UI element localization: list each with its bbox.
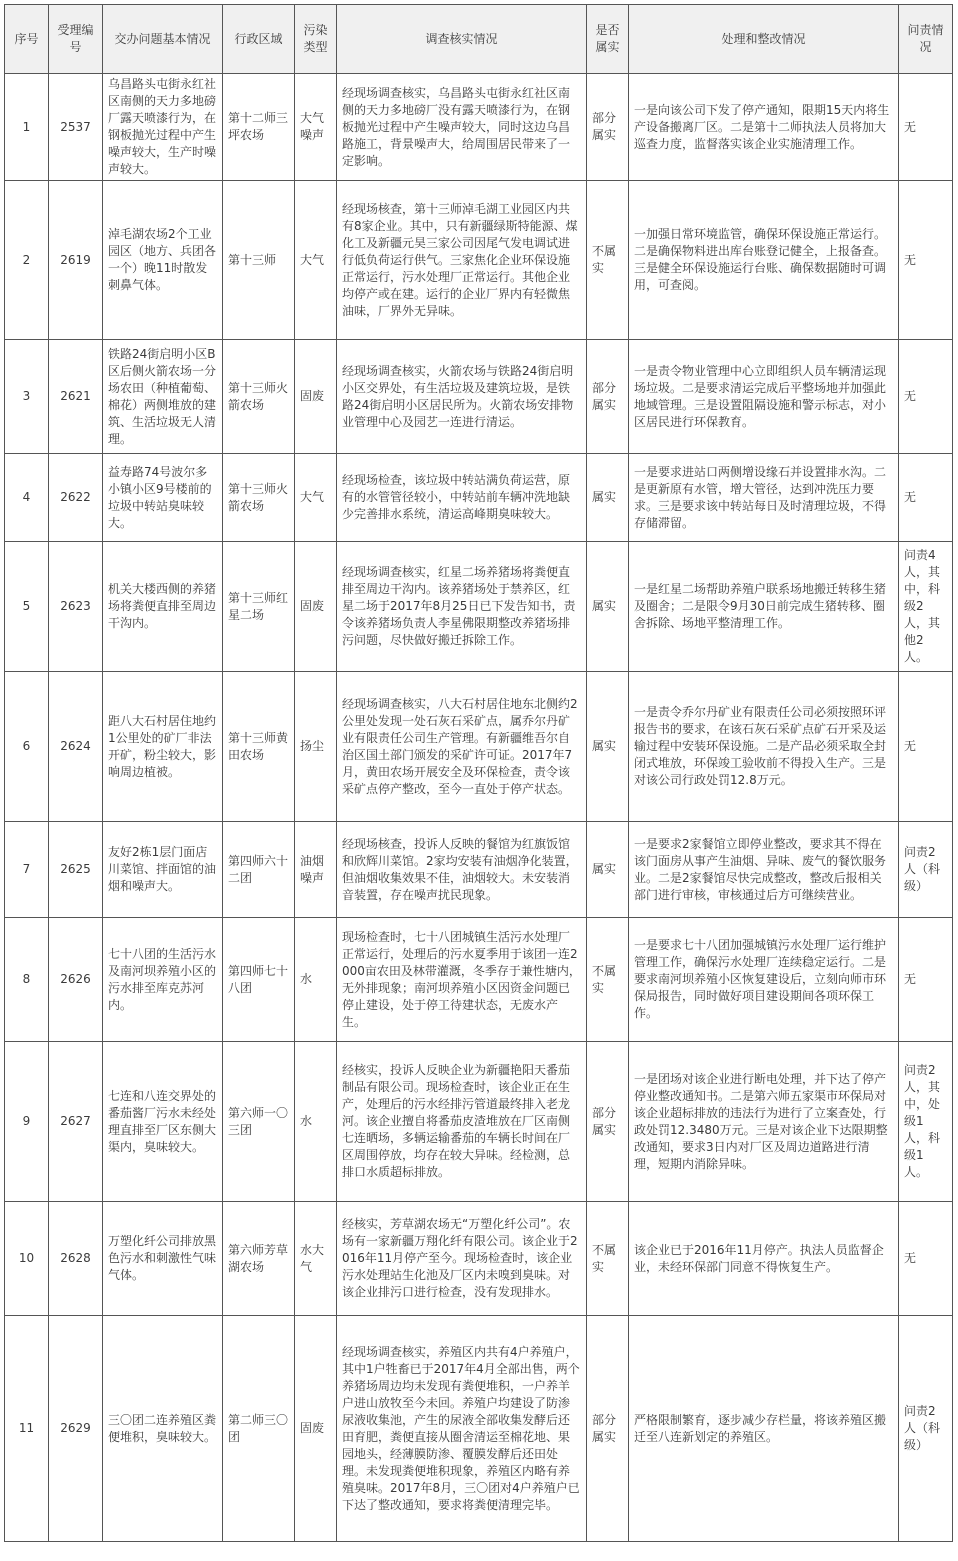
- cell-accountability: 无: [899, 181, 953, 340]
- header-accountability: 问责情况: [899, 5, 953, 74]
- cell-region: 第十三师火箭农场: [223, 454, 295, 542]
- cell-investigation: 现场检查时，七十八团城镇生活污水处理厂正常运行，处理后的污水夏季用于该团一连2000亩农田及林带灌溉，冬季存于兼性塘内，无外排现象；南河坝养殖小区因资金问题已停止建设，处于停工待建状态，无废水产生。: [337, 918, 587, 1042]
- table-row: [5, 672, 953, 822]
- cell-type: 大气: [295, 454, 337, 542]
- cell-investigation: 经现场核查，投诉人反映的餐馆为红旗饭馆和欣辉川菜馆。2家均安装有油烟净化装置，但油烟收集效果不佳，油烟较大。未安装消音装置，存在噪声扰民现象。: [337, 822, 587, 918]
- cell-accountability: 问责2人，其中，处级1人，科级1人。: [899, 1042, 953, 1202]
- cell-id: 2627: [49, 1042, 103, 1202]
- cell-no: 8: [5, 918, 49, 1042]
- cell-handling: 一是责令物业管理中心立即组织人员车辆清运现场垃圾。二是要求清运完成后平整场地并加强此地域管理。三是设置阻隔设施和警示标志，对小区居民进行环保教育。: [629, 340, 899, 454]
- table-row: [5, 1316, 953, 1542]
- cell-type: 扬尘: [295, 672, 337, 822]
- cell-handling: 一是责令乔尔丹矿业有限责任公司必须按照环评报告书的要求，在该石灰石采矿点矿石开采及运输过程中安装环保设施。二是产品必须采取全封闭式堆放，环保竣工验收前不得投入生产。三是对该公司行政处罚12.8万元。: [629, 672, 899, 822]
- cell-issue: 七连和八连交界处的番茄酱厂污水未经处理直排至厂区东侧大渠内，臭味较大。: [103, 1042, 223, 1202]
- cell-handling: 一加强日常环境监管，确保环保设施正常运行。二是确保物料进出库台账登记健全，上报备查。三是健全环保设施运行台账、确保数据随时可调用，可查阅。: [629, 181, 899, 340]
- cell-type: 大气: [295, 181, 337, 340]
- cell-investigation: 经现场调查核实，养殖区内共有4户养殖户，其中1户牲畜已于2017年4月全部出售，两个养猪场周边均未发现有粪便堆积，一户养羊户进山放牧至今未回。养殖户均建设了防渗尿液收集池，产生的尿液全部收集发酵后还田育肥，粪便直接从圈舍清运至棉花地、果园地头，经薄膜防渗、覆膜发酵后还田处理。未发现粪便堆积现象，养殖区内略有养殖臭味。2017年8月，三〇团对4户养殖户已下达了整改通知，要求将粪便清理完毕。: [337, 1316, 587, 1542]
- cell-handling: 该企业已于2016年11月停产。执法人员监督企业，未经环保部门同意不得恢复生产。: [629, 1202, 899, 1316]
- cell-id: 2626: [49, 918, 103, 1042]
- cell-accountability: 无: [899, 74, 953, 181]
- cell-id: 2623: [49, 542, 103, 672]
- cell-no: 6: [5, 672, 49, 822]
- cell-accountability: 问责2人（科级）: [899, 822, 953, 918]
- cell-true: 属实: [587, 542, 629, 672]
- table-row: [5, 1202, 953, 1316]
- cell-handling: 一是团场对该企业进行断电处理，并下达了停产停业整改通知书。二是第六师五家渠市环保局对该企业超标排放的违法行为进行了立案查处，行政处罚12.3480万元。三是对该企业下达限期整改通知，要求3日内对厂区及周边道路进行清理，短期内消除异味。: [629, 1042, 899, 1202]
- cell-no: 10: [5, 1202, 49, 1316]
- cell-region: 第十三师火箭农场: [223, 340, 295, 454]
- cell-id: 2619: [49, 181, 103, 340]
- cell-true: 部分属实: [587, 1316, 629, 1542]
- cell-id: 2621: [49, 340, 103, 454]
- cell-issue: 三〇团二连养殖区粪便堆积，臭味较大。: [103, 1316, 223, 1542]
- cell-investigation: 经现场核查，第十三师淖毛湖工业园区内共有8家企业。其中，只有新疆绿斯特能源、煤化工及新疆元昊三家公司因尾气发电调试进行低负荷运行供气。三家焦化企业环保设施正常运行，污水处理厂正常运行。其他企业均停产或在建。运行的企业厂界内有轻微焦油味，厂界外无异味。: [337, 181, 587, 340]
- cell-investigation: 经现场调查核实，八大石村居住地东北侧约2公里处发现一处石灰石采矿点，属乔尔丹矿业有限责任公司生产管理。有新疆维吾尔自治区国土部门颁发的采矿许可证。2017年7月，黄田农场开展安全及环保检查，责令该采矿点停产整改，至今一直处于停产状态。: [337, 672, 587, 822]
- cell-true: 部分属实: [587, 340, 629, 454]
- cell-true: 不属实: [587, 181, 629, 340]
- cell-issue: 友好2栋1层门面店川菜馆、拌面馆的油烟和噪声大。: [103, 822, 223, 918]
- cell-no: 5: [5, 542, 49, 672]
- cell-handling: 一是要求进站口两侧增设缘石并设置排水沟。二是更新原有水管，增大管径，达到冲洗压力要求。三是要求该中转站每日及时清理垃圾，不得存储滞留。: [629, 454, 899, 542]
- cell-investigation: 经现场调查核实，乌昌路头屯街永红社区南侧的天力多地磅厂没有露天喷漆行为，在钢板抛光过程中产生噪声较大，同时这边乌昌路施工，背景噪声大，给周围居民带来了一定影响。: [337, 74, 587, 181]
- header-type: 污染类型: [295, 5, 337, 74]
- complaint-handling-table: [4, 4, 953, 1542]
- cell-accountability: 无: [899, 672, 953, 822]
- cell-issue: 铁路24街启明小区B区后侧火箭农场一分场农田（种植葡萄、棉花）两侧堆放的建筑、生活垃圾无人清理。: [103, 340, 223, 454]
- cell-handling: 一是向该公司下发了停产通知，限期15天内将生产设备搬离厂区。二是第十二师执法人员将加大巡查力度，监督落实该企业实施清理工作。: [629, 74, 899, 181]
- cell-issue: 七十八团的生活污水及南河坝养殖小区的污水排至库克苏河内。: [103, 918, 223, 1042]
- cell-id: 2622: [49, 454, 103, 542]
- cell-true: 不属实: [587, 1202, 629, 1316]
- cell-region: 第十三师: [223, 181, 295, 340]
- cell-issue: 乌昌路头屯街永红社区南侧的天力多地磅厂露天喷漆行为，在钢板抛光过程中产生噪声较大，生产时噪声较大。: [103, 74, 223, 181]
- cell-no: 2: [5, 181, 49, 340]
- header-id: 受理编号: [49, 5, 103, 74]
- cell-true: 部分属实: [587, 74, 629, 181]
- cell-accountability: 问责2人（科级）: [899, 1316, 953, 1542]
- table-row: [5, 181, 953, 340]
- cell-type: 大气噪声: [295, 74, 337, 181]
- cell-true: 属实: [587, 822, 629, 918]
- cell-accountability: 无: [899, 340, 953, 454]
- cell-type: 固废: [295, 542, 337, 672]
- table-row: [5, 918, 953, 1042]
- table-row: [5, 340, 953, 454]
- cell-region: 第十二师三坪农场: [223, 74, 295, 181]
- table-header: [5, 5, 953, 74]
- cell-true: 属实: [587, 454, 629, 542]
- table-row: [5, 542, 953, 672]
- header-handling: 处理和整改情况: [629, 5, 899, 74]
- cell-accountability: 无: [899, 1202, 953, 1316]
- cell-issue: 距八大石村居住地约1公里处的矿厂非法开矿，粉尘较大，影响周边植被。: [103, 672, 223, 822]
- cell-no: 7: [5, 822, 49, 918]
- cell-handling: 一是红星二场帮助养殖户联系场地搬迁转移生猪及圈舍；二是限令9月30日前完成生猪转移、圈舍拆除、场地平整清理工作。: [629, 542, 899, 672]
- cell-id: 2537: [49, 74, 103, 181]
- cell-no: 9: [5, 1042, 49, 1202]
- cell-issue: 机关大楼西侧的养猪场将粪便直排至周边干沟内。: [103, 542, 223, 672]
- cell-handling: 严格限制繁育，逐步减少存栏量，将该养殖区搬迁至八连新划定的养殖区。: [629, 1316, 899, 1542]
- cell-accountability: 问责4人，其中，科级2人，其他2人。: [899, 542, 953, 672]
- header-true: 是否属实: [587, 5, 629, 74]
- cell-id: 2629: [49, 1316, 103, 1542]
- cell-id: 2625: [49, 822, 103, 918]
- cell-type: 水: [295, 1042, 337, 1202]
- header-region: 行政区域: [223, 5, 295, 74]
- table-row: [5, 74, 953, 181]
- cell-id: 2628: [49, 1202, 103, 1316]
- cell-type: 油烟噪声: [295, 822, 337, 918]
- cell-type: 固废: [295, 340, 337, 454]
- cell-region: 第十三师红星二场: [223, 542, 295, 672]
- cell-issue: 万塑化纤公司排放黑色污水和刺激性气味气体。: [103, 1202, 223, 1316]
- cell-investigation: 经核实，投诉人反映企业为新疆艳阳天番茄制品有限公司。现场检查时，该企业正在生产，处理后的污水经排污管道最终排入老龙河。该企业擅自将番茄皮渣堆放在厂区南侧七连晒场，多辆运输番茄的车辆长时间在厂区周围停放，均存在较大异味。经检测，总排口水质超标排放。: [337, 1042, 587, 1202]
- cell-investigation: 经现场调查核实，红星二场养猪场将粪便直排至周边干沟内。该养猪场处于禁养区，红星二场于2017年8月25日已下发告知书，责令该养猪场负责人李星佛限期整改养猪场排污问题，尽快做好搬迁拆除工作。: [337, 542, 587, 672]
- cell-no: 1: [5, 74, 49, 181]
- cell-id: 2624: [49, 672, 103, 822]
- cell-issue: 淖毛湖农场2个工业园区（地方、兵团各一个）晚11时散发刺鼻气体。: [103, 181, 223, 340]
- header-investigation: 调查核实情况: [337, 5, 587, 74]
- cell-region: 第六师一〇三团: [223, 1042, 295, 1202]
- cell-region: 第六师芳草湖农场: [223, 1202, 295, 1316]
- header-no: 序号: [5, 5, 49, 74]
- cell-no: 3: [5, 340, 49, 454]
- table-row: [5, 1042, 953, 1202]
- cell-type: 水: [295, 918, 337, 1042]
- table-body: [5, 74, 953, 1542]
- cell-no: 11: [5, 1316, 49, 1542]
- table-row: [5, 454, 953, 542]
- cell-accountability: 无: [899, 918, 953, 1042]
- cell-region: 第二师三〇团: [223, 1316, 295, 1542]
- cell-handling: 一是要求七十八团加强城镇污水处理厂运行维护管理工作，确保污水处理厂连续稳定运行。二是要求南河坝养殖小区恢复建设后，立刻向师市环保局报告，同时做好项目建设期间各项环保工作。: [629, 918, 899, 1042]
- cell-true: 部分属实: [587, 1042, 629, 1202]
- cell-type: 固废: [295, 1316, 337, 1542]
- cell-type: 水大气: [295, 1202, 337, 1316]
- cell-investigation: 经核实，芳草湖农场无“万塑化纤公司”。农场有一家新疆万翔化纤有限公司。该企业于2016年11月停产至今。现场检查时，该企业污水处理站生化池及厂区内未嗅到臭味。对该企业排污口进行检查，没有发现排水。: [337, 1202, 587, 1316]
- table-row: [5, 822, 953, 918]
- cell-true: 不属实: [587, 918, 629, 1042]
- cell-issue: 益寿路74号波尔多小镇小区9号楼前的垃圾中转站臭味较大。: [103, 454, 223, 542]
- header-row: [5, 5, 953, 74]
- cell-handling: 一是要求2家餐馆立即停业整改，要求其不得在该门面房从事产生油烟、异味、废气的餐饮服务业。二是2家餐馆尽快完成整改，整改后报相关部门进行审核，审核通过后方可继续营业。: [629, 822, 899, 918]
- cell-region: 第四师七十八团: [223, 918, 295, 1042]
- cell-no: 4: [5, 454, 49, 542]
- cell-region: 第四师六十二团: [223, 822, 295, 918]
- cell-accountability: 无: [899, 454, 953, 542]
- cell-true: 属实: [587, 672, 629, 822]
- cell-investigation: 经现场调查核实，火箭农场与铁路24街启明小区交界处，有生活垃圾及建筑垃圾，是铁路24街启明小区居民所为。火箭农场安排物业管理中心及园艺一连进行清运。: [337, 340, 587, 454]
- cell-region: 第十三师黄田农场: [223, 672, 295, 822]
- header-issue: 交办问题基本情况: [103, 5, 223, 74]
- cell-investigation: 经现场检查，该垃圾中转站满负荷运营，原有的水管管径较小，中转站前车辆冲洗地缺少完善排水系统，清运高峰期臭味较大。: [337, 454, 587, 542]
